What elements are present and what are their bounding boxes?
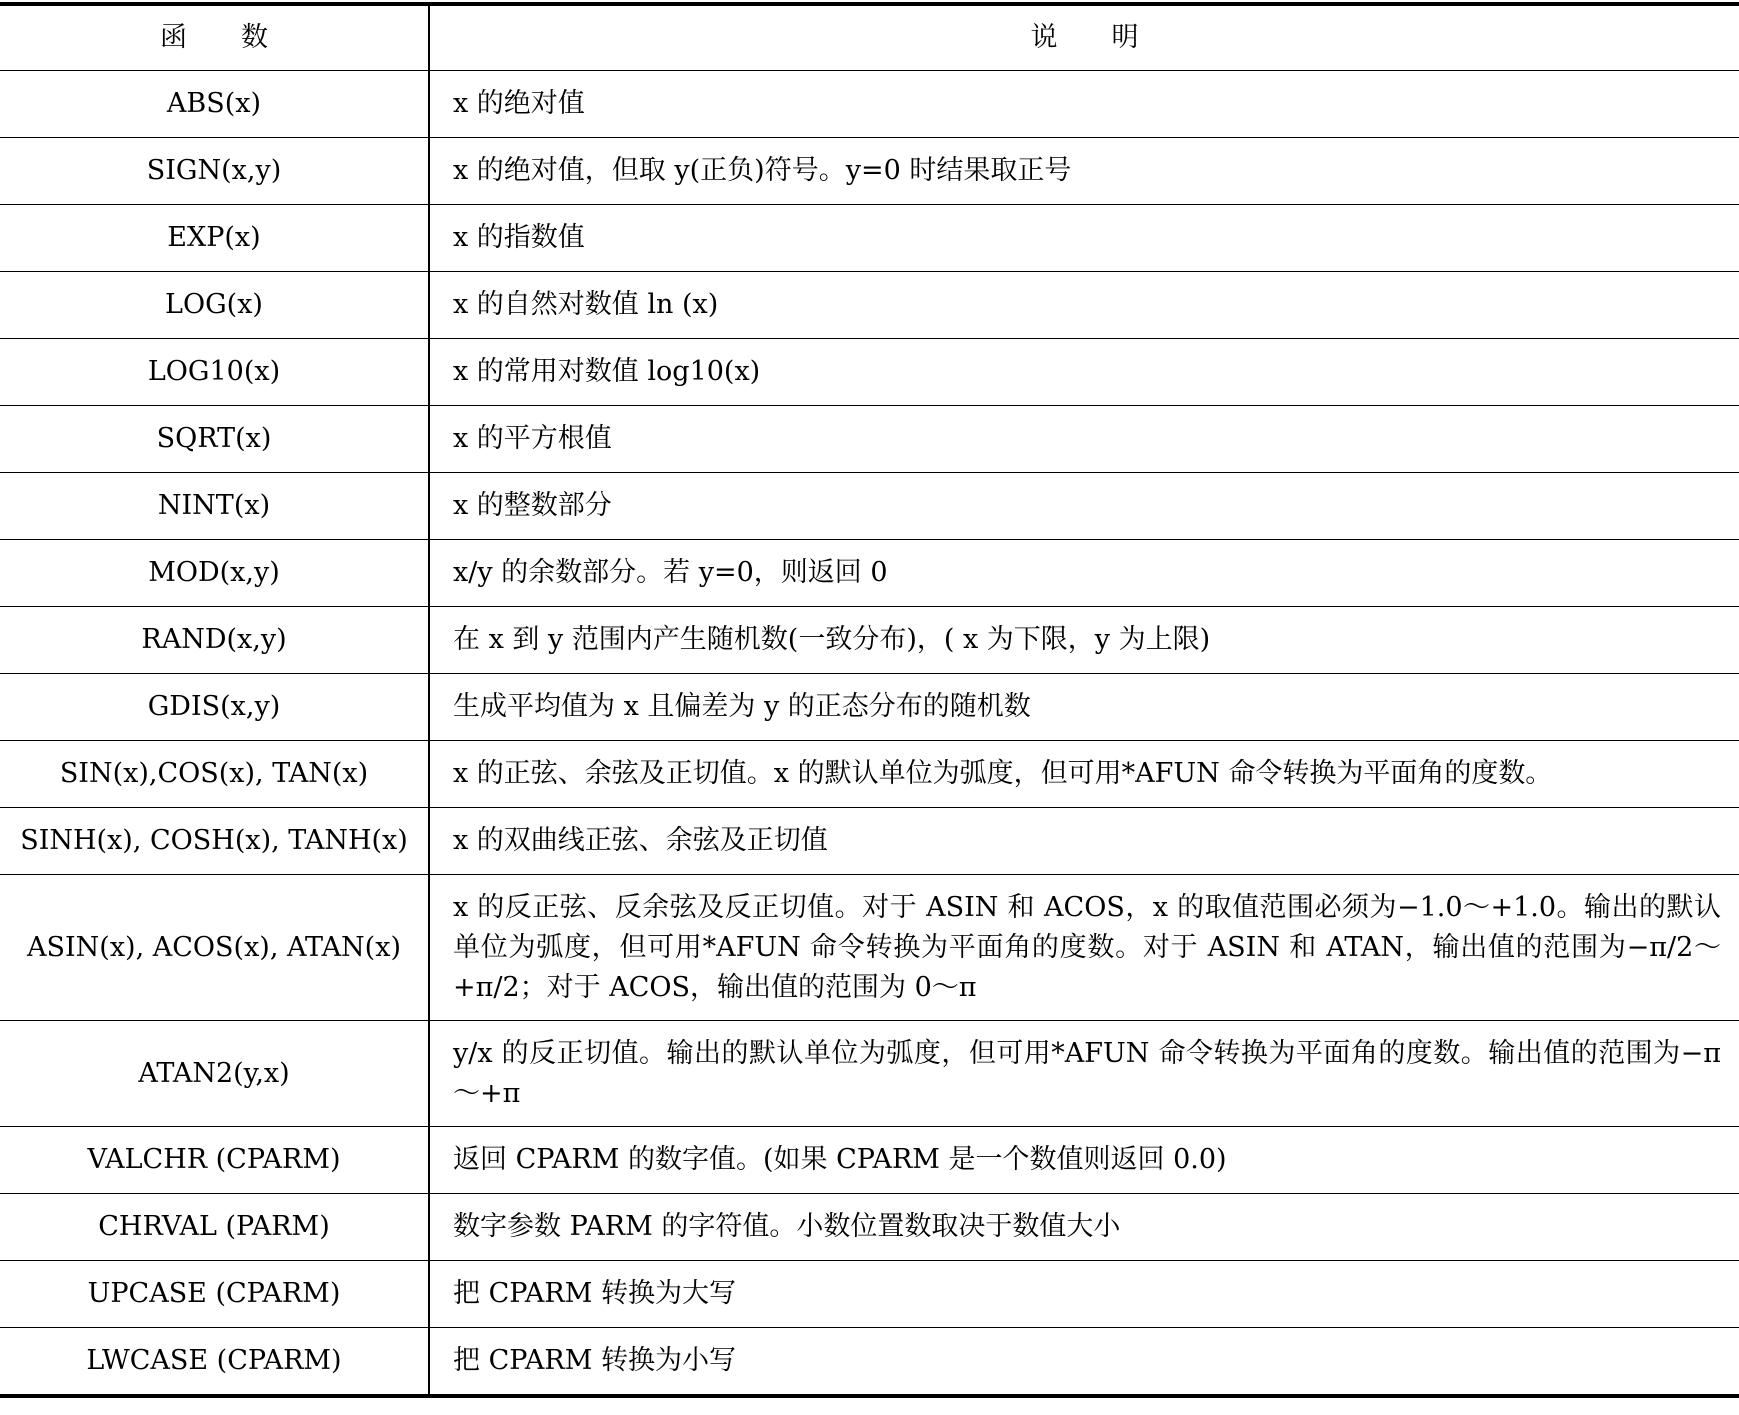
description-cell: 把 CPARM 转换为小写 [453, 1345, 736, 1376]
function-cell: SINH(x), COSH(x), TANH(x) [0, 808, 429, 875]
table-row [0, 674, 1739, 741]
description-cell: 数字参数 PARM 的字符值。小数位置数取决于数值大小 [429, 1194, 1739, 1261]
table-row [0, 473, 1739, 540]
description-cell: x 的绝对值 [429, 71, 1739, 138]
function-cell: VALCHR (CPARM) [0, 1127, 429, 1194]
function-cell: SIN(x),COS(x), TAN(x) [0, 741, 429, 808]
function-cell: RAND(x,y) [0, 607, 429, 674]
function-cell: CHRVAL (PARM) [0, 1194, 429, 1261]
function-cell: SIGN(x,y) [0, 138, 429, 205]
description-cell: 生成平均值为 x 且偏差为 y 的正态分布的随机数 [429, 674, 1739, 741]
description-cell: 在 x 到 y 范围内产生随机数(一致分布)，( x 为下限，y 为上限) [429, 607, 1739, 674]
table-row [0, 406, 1739, 473]
table-row [0, 1328, 1739, 1397]
function-cell: LWCASE (CPARM) [0, 1328, 429, 1397]
description-cell: 把 CPARM 转换为大写 [429, 1261, 1739, 1328]
table-row [0, 741, 1739, 808]
description-cell: y/x 的反正切值。输出的默认单位为弧度，但可用*AFUN 命令转换为平面角的度数。输出值的范围为−π～+π [429, 1021, 1739, 1127]
table-row [0, 1194, 1739, 1261]
description-cell: x 的自然对数值 ln (x) [429, 272, 1739, 339]
table-row [0, 339, 1739, 406]
function-cell: ASIN(x), ACOS(x), ATAN(x) [0, 875, 429, 1021]
table-row [0, 1127, 1739, 1194]
function-table [0, 2, 1739, 1398]
description-cell: x/y 的余数部分。若 y=0，则返回 0 [429, 540, 1739, 607]
table-row [0, 272, 1739, 339]
description-cell: x 的双曲线正弦、余弦及正切值 [429, 808, 1739, 875]
table-row [0, 138, 1739, 205]
function-cell: ATAN2(y,x) [0, 1021, 429, 1127]
function-cell: GDIS(x,y) [0, 674, 429, 741]
function-cell: LOG(x) [0, 272, 429, 339]
description-cell: x 的反正弦、反余弦及反正切值。对于 ASIN 和 ACOS，x 的取值范围必须为−1.0～+1.0。输出的默认单位为弧度，但可用*AFUN 命令转换为平面角的度数。对于 ASIN 和 ATAN，输出值的范围为−π/2～+π/2；对于 ACOS，输出值的范围为 0～π [429, 875, 1739, 1021]
description-cell: x 的常用对数值 log10(x) [429, 339, 1739, 406]
table-header-row [0, 4, 1739, 71]
table-row [0, 1261, 1739, 1328]
function-cell: LOG10(x) [0, 339, 429, 406]
function-cell: UPCASE (CPARM) [0, 1261, 429, 1328]
table-row [0, 607, 1739, 674]
function-cell: EXP(x) [0, 205, 429, 272]
function-cell: ABS(x) [0, 71, 429, 138]
function-cell: NINT(x) [0, 473, 429, 540]
table-row [0, 808, 1739, 875]
table-row [0, 205, 1739, 272]
description-cell: x 的指数值 [429, 205, 1739, 272]
table-row [0, 875, 1739, 1021]
description-cell: x 的绝对值，但取 y(正负)符号。y=0 时结果取正号 [429, 138, 1739, 205]
function-cell: SQRT(x) [0, 406, 429, 473]
function-cell: MOD(x,y) [0, 540, 429, 607]
description-cell: x 的正弦、余弦及正切值。x 的默认单位为弧度，但可用*AFUN 命令转换为平面角的度数。 [429, 741, 1739, 808]
description-cell: 返回 CPARM 的数字值。(如果 CPARM 是一个数值则返回 0.0) [429, 1127, 1739, 1194]
header-description: 说 明 [429, 4, 1739, 71]
table-row [0, 71, 1739, 138]
description-cell: x 的整数部分 [429, 473, 1739, 540]
table-row [0, 540, 1739, 607]
header-function: 函 数 [0, 4, 429, 71]
description-cell: x 的平方根值 [429, 406, 1739, 473]
table-row [0, 1021, 1739, 1127]
